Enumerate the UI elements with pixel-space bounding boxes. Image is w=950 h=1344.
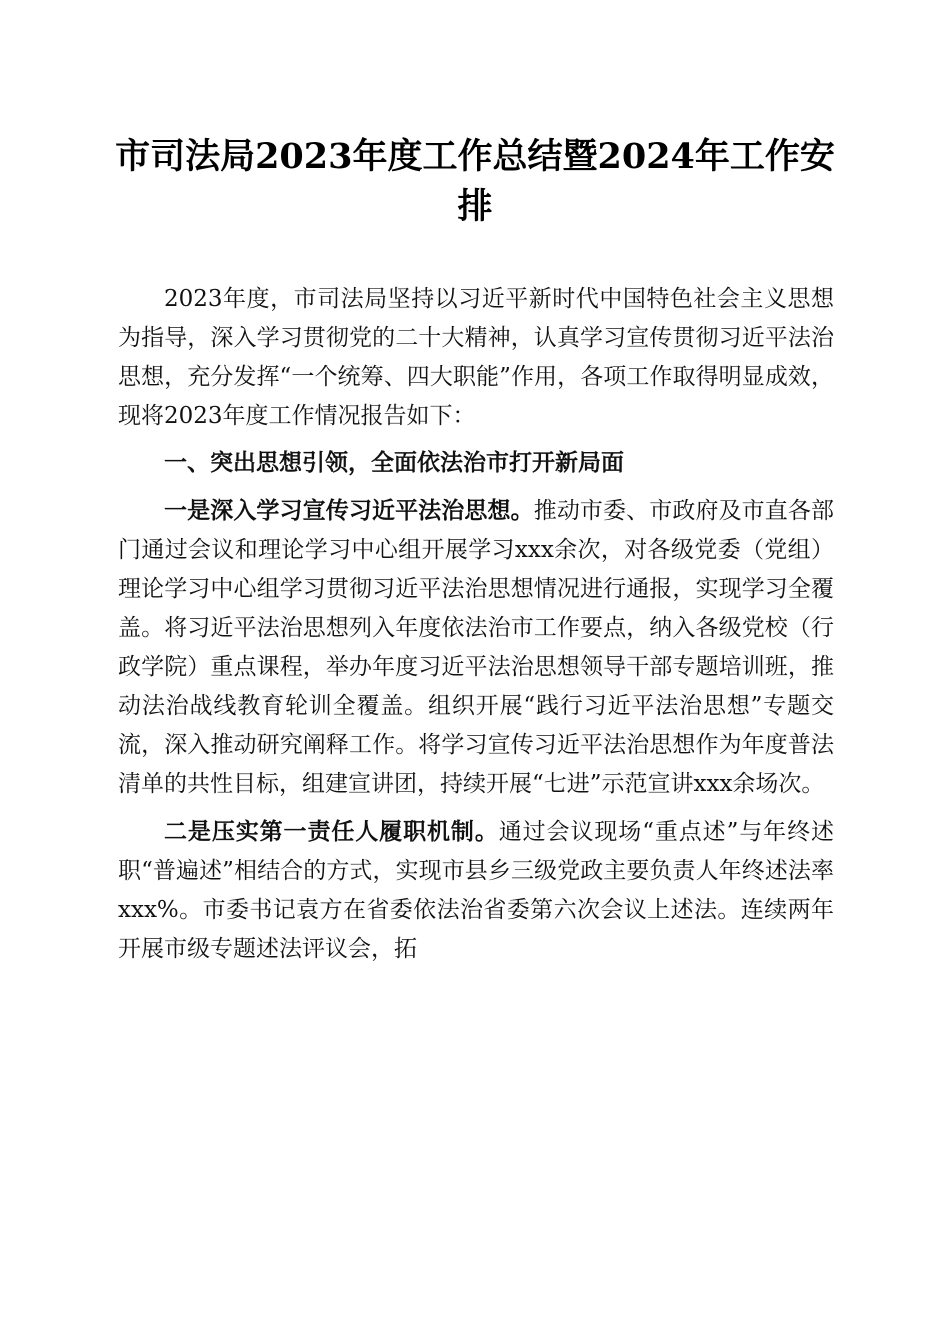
paragraph-item-2 — [118, 812, 834, 969]
intro-paragraph: 2023年度，市司法局坚持以习近平新时代中国特色社会主义思想为指导，深入学习贯彻党的二十大精神，认真学习宣传贯彻习近平法治思想，充分发挥“一个统筹、四大职能”作用，各项工作取得明显成效，现将2023年度工作情况报告如下： — [118, 286, 834, 429]
paragraph-lead: 一是深入学习宣传习近平法治思想。 — [164, 497, 534, 524]
section-heading: 一、突出思想引领，全面依法治市打开新局面 — [164, 450, 624, 476]
paragraph-item-1 — [118, 491, 834, 804]
paragraph-lead: 二是压实第一责任人履职机制。 — [164, 818, 499, 845]
document-body — [118, 280, 834, 977]
document-title: 市司法局2023年度工作总结暨2024年工作安排 — [115, 136, 835, 227]
paragraph-text: 推动市委、市政府及市直各部门通过会议和理论学习中心组开展学习xxx余次，对各级党委（党组）理论学习中心组学习贯彻习近平法治思想情况进行通报，实现学习全覆盖。将习近平法治思想列入年度依法治市工作要点，纳入各级党校（行政学院）重点课程，举办年度习近平法治思想领导干部专题培训班，推动法治战线教育轮训全覆盖。组织开展“践行习近平法治思想”专题交流，深入推动研究阐释工作。将学习宣传习近平法治思想作为年度普法清单的共性目标，组建宣讲团，持续开展“七进”示范宣讲xxx余场次。 — [118, 498, 835, 797]
paragraph-text: 通过会议现场“重点述”与年终述职“普遍述”相结合的方式，实现市县乡三级党政主要负责人年终述法率xxx%。市委书记袁方在省委依法治省委第六次会议上述法。连续两年开展市级专题述法评议会，拓 — [118, 819, 834, 962]
